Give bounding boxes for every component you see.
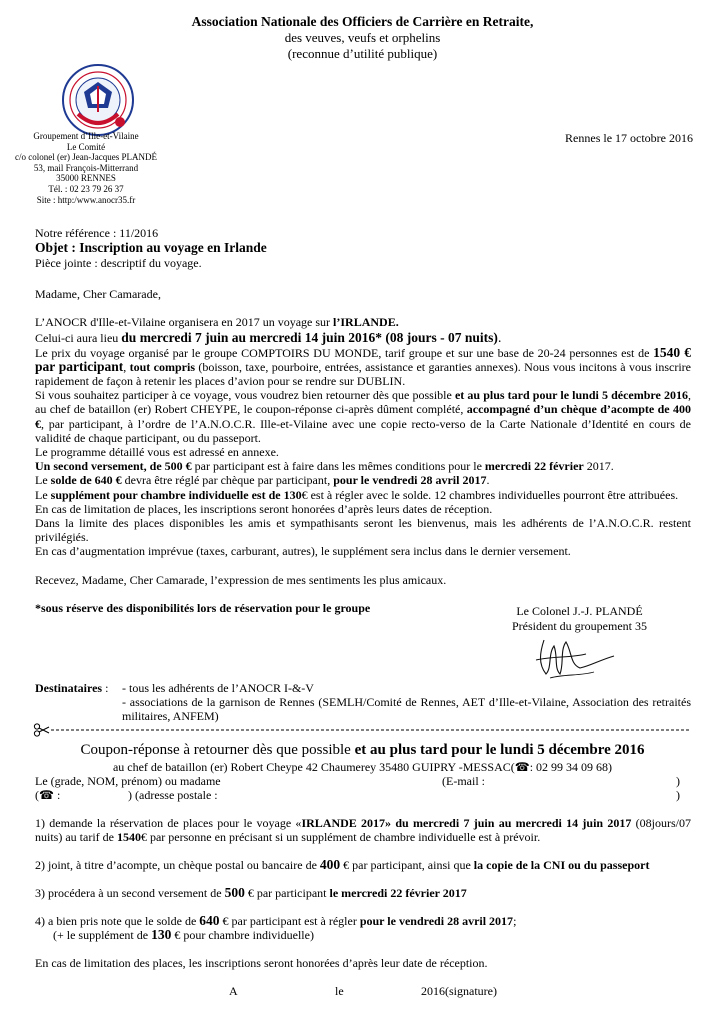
letter-date: Rennes le 17 octobre 2016: [565, 131, 693, 145]
text: € par participant: [244, 886, 330, 900]
sender-committee: Le Comité: [66, 141, 106, 152]
anocr-logo: [60, 62, 136, 138]
second-payment-date: le mercredi 22 février 2017: [329, 886, 467, 900]
coupon-item-2: [35, 858, 691, 872]
text: Le: [35, 487, 51, 502]
phone-field-label: (☎ :: [35, 788, 61, 802]
association-subtitle: des veuves, veufs et orphelins: [284, 30, 441, 45]
balance: solde de 640 €: [50, 473, 122, 488]
closing: Recevez, Madame, Cher Camarade, l’expression de mes sentiments les plus amicaux.: [35, 572, 447, 587]
association-status: (reconnue d’utilité publique): [287, 46, 438, 61]
balance-date: pour le vendredi 28 avril 2017: [333, 473, 487, 488]
sender-address: [0, 131, 172, 205]
deadline: et au plus tard pour le lundi 5 décembre 2016: [454, 388, 688, 403]
all-inclusive: tout compris: [129, 359, 195, 374]
cut-line: [33, 723, 693, 737]
text: (+ le supplément de: [53, 928, 152, 942]
paragraph-friends: Dans la limite des places disponibles les amis et sympathisants seront les bienvenus, mais les adhérents de l’A.N.O.C.R. restent privilégiés.: [35, 516, 691, 545]
email-field-label: (E-mail :: [442, 774, 485, 788]
coupon-address: au chef de bataillon (er) Robert Cheype 42 Chaumerey 35480 GUIPRY -MESSAC(☎: 02 99 34 09 68): [112, 760, 613, 774]
single-room-supplement: supplément pour chambre individuelle est de 130: [50, 487, 302, 502]
sender-street: 53, mail François-Mitterrand: [33, 162, 139, 173]
date-label: le: [335, 984, 344, 998]
sender-contact: c/o colonel (er) Jean-Jacques PLANDÉ: [15, 152, 157, 163]
signature-line: [35, 984, 691, 998]
text: (boisson, taxe, pourboire, entrées, assistance et garanties annexes). Nous vous incitons à vous inscrire rapidement de façon à retenir les places d’avion pour se rendre sur DUBLIN.: [35, 359, 691, 389]
trip-dates: du mercredi 7 juin au mercredi 14 juin 2016* (08 jours - 07 nuits): [121, 330, 498, 346]
recipients-label: [35, 681, 122, 723]
coupon-title: [0, 742, 725, 759]
name-field-label: Le (grade, NOM, prénom) ou madame: [35, 774, 221, 788]
second-payment-date: mercredi 22 février: [484, 459, 584, 474]
text: Celui-ci aura lieu: [35, 331, 122, 346]
second-payment: Un second versement, de 500 €: [35, 459, 192, 474]
text: 4) a bien pris note que le solde de: [35, 914, 200, 928]
phone-line: [35, 788, 691, 802]
text: .: [497, 330, 502, 346]
text: , au chef de bataillon (er) Robert CHEYPE, le coupon-réponse ci-après dûment complété,: [35, 388, 691, 417]
reference-number: Notre référence : 11/2016: [35, 226, 159, 240]
letter-object: Objet : Inscription au voyage en Irlande: [35, 240, 267, 255]
balance-date: pour le vendredi 28 avril 2017: [359, 914, 514, 928]
text: 3) procédera à un second versement de: [35, 886, 225, 900]
attachment-note: Pièce jointe : descriptif du voyage.: [35, 256, 202, 270]
coupon-limitation: En cas de limitation des places, les inscriptions seront honorées d’après leur date de réception.: [35, 956, 488, 970]
close-paren: ): [676, 788, 680, 802]
coupon-deadline: et au plus tard pour le lundi 5 décembre 2016: [354, 742, 645, 758]
text: ,: [123, 359, 130, 374]
name-line: [35, 774, 691, 788]
greeting: Madame, Cher Camarade,: [35, 287, 161, 301]
sender-phone: Tél. : 02 23 79 26 37: [48, 183, 124, 194]
sender-group: Groupement d’Ille-et-Vilaine: [33, 131, 139, 141]
signature-label: 2016(signature): [421, 984, 497, 998]
text: Si vous souhaitez participer à ce voyage, vous voudrez bien retourner dès que possible: [35, 388, 455, 403]
sender-website: Site : http:/www.anocr35.fr: [36, 194, 136, 205]
coupon-item-1: [35, 816, 691, 844]
colon: :: [102, 681, 109, 695]
paragraph-dates: [35, 331, 691, 345]
signature-block: [512, 604, 647, 634]
paragraph-second-payment: [35, 459, 691, 473]
coupon-item-4: [35, 914, 691, 928]
balance: 640: [199, 913, 220, 928]
text: par participant est à faire dans les mêmes conditions pour le: [191, 459, 485, 474]
deposit: 400: [319, 857, 341, 872]
association-name: Association Nationale des Officiers de Carrière en Retraite,: [191, 14, 534, 29]
text: € par participant est à régler: [219, 914, 360, 928]
footnote: *sous réserve des disponibilités lors de réservation pour le groupe: [35, 600, 371, 615]
coupon-form: [35, 774, 691, 998]
text: Coupon-réponse à retourner dès que possible: [80, 742, 355, 758]
paragraph-balance: [35, 473, 691, 487]
coupon-item-3: [35, 886, 691, 900]
recipient-item: - associations de la garnison de Rennes (SEMLH/Comité de Rennes, AET d’Ille-et-Vilaine, Association des retraités militaires, ANFEM): [122, 695, 691, 723]
handwritten-signature: [530, 634, 620, 680]
paragraph-program: Le programme détaillé vous est adressé en annexe.: [35, 445, 279, 460]
text: Le: [35, 473, 51, 488]
close-paren: ): [676, 774, 680, 788]
postal-field-label: ) (adresse postale :: [128, 788, 218, 802]
text: ;: [513, 914, 517, 928]
paragraph-increase: En cas d’augmentation imprévue (taxes, carburant, autres), le supplément sera inclus dans le dernier versement.: [35, 544, 571, 559]
paragraph-registration: [35, 388, 691, 445]
text: L’ANOCR d'Ille-et-Vilaine organisera en 2017 un voyage sur: [35, 315, 334, 330]
price: 1540 € par participant: [35, 344, 691, 374]
text: € pour chambre individuelle): [171, 928, 314, 942]
text: (08jours/07 nuits) au tarif de: [35, 816, 691, 844]
text: .: [486, 473, 490, 488]
letter-body: [35, 287, 691, 615]
sender-city: 35000 RENNES: [56, 173, 116, 184]
recipient-item: - tous les adhérents de l’ANOCR I-&-V: [122, 681, 314, 695]
supplement: 130: [151, 927, 172, 942]
paragraph-trip: [35, 315, 691, 329]
place-label: A: [229, 984, 238, 998]
paragraph-single-room: [35, 488, 691, 502]
text: 2) joint, à titre d’acompte, un chèque postal ou bancaire de: [35, 858, 320, 872]
id-copy: la copie de la CNI ou du passeport: [473, 858, 650, 872]
destination: l’IRLANDE.: [333, 315, 399, 330]
coupon-item-4-supplement: [35, 928, 691, 942]
deposit: accompagné d’un chèque d’acompte de 400 €: [35, 402, 692, 431]
label: Destinataires: [35, 681, 103, 695]
text: € est à régler avec le solde. 12 chambres individuelles pourront être attribuées.: [301, 487, 679, 502]
trip: IRLANDE 2017» du mercredi 7 juin au mercredi 14 juin 2017: [301, 816, 632, 830]
recipients-block: [35, 681, 691, 723]
price: 1540: [116, 830, 141, 844]
association-header: [0, 14, 725, 62]
text: 2017.: [583, 459, 614, 474]
paragraph-price: [35, 346, 691, 389]
text: Le prix du voyage organisé par le groupe COMPTOIRS DU MONDE, tarif groupe et sur une base de 20-24 personnes est de: [35, 345, 654, 360]
reference-block: [35, 226, 695, 270]
signatory-title: Président du groupement 35: [512, 619, 647, 633]
signatory-name: Le Colonel J.-J. PLANDÉ: [516, 604, 643, 618]
text: 1) demande la réservation de places pour le voyage «: [35, 816, 302, 830]
paragraph-limitation: En cas de limitation de places, les inscriptions seront honorées d’après leurs dates de réception.: [35, 501, 493, 516]
text: € par personne en précisant si un supplément de chambre individuelle est à prévoir.: [140, 830, 541, 844]
second-payment: 500: [224, 885, 245, 900]
text: devra être réglé par chèque par participant,: [121, 473, 334, 488]
text: € par participant, ainsi que: [340, 858, 474, 872]
text: , par participant, à l’ordre de l’A.N.O.C.R. Ille-et-Vilaine avec une copie recto-verso de la Carte Nationale d’Identité en cours de validité de chaque participant, ou du passeport.: [35, 416, 691, 445]
scissors-icon: [34, 724, 49, 736]
